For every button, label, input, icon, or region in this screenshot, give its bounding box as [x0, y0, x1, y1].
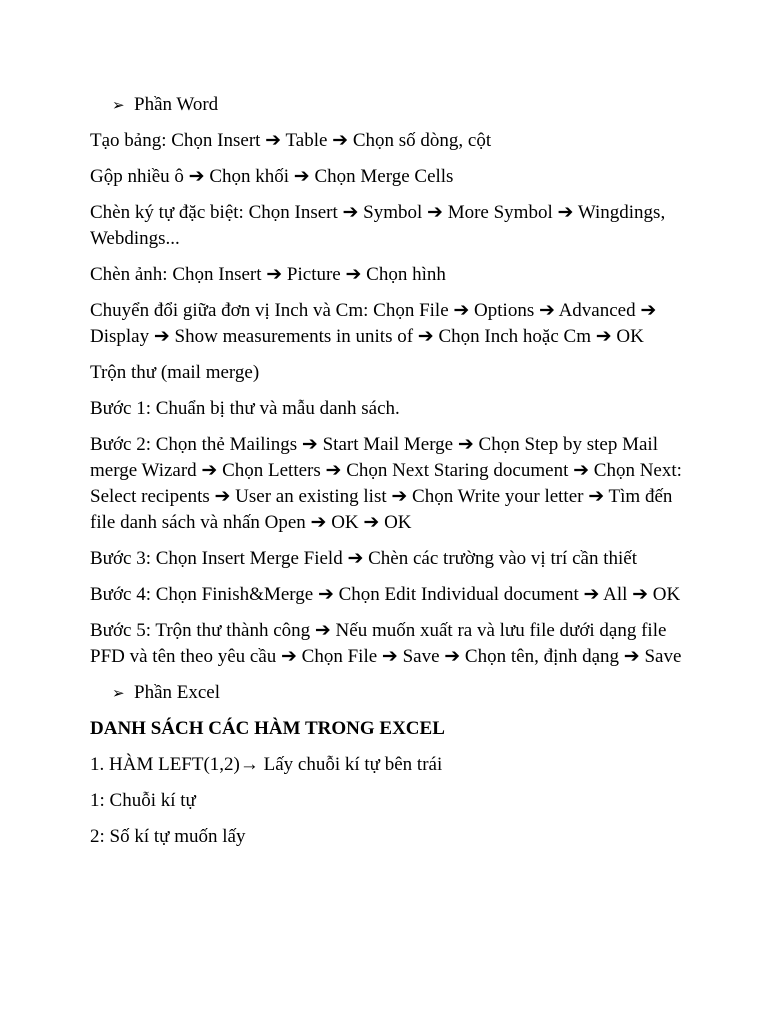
- arrow-bullet-icon: ➢: [112, 96, 125, 114]
- paragraph: 1. HÀM LEFT(1,2)→ Lấy chuỗi kí tự bên trái: [90, 754, 443, 775]
- paragraph: Bước 3: Chọn Insert Merge Field ➔ Chèn các trường vào vị trí cần thiết: [90, 548, 637, 569]
- paragraph: Chèn ký tự đặc biệt: Chọn Insert ➔ Symbol ➔ More Symbol ➔ Wingdings, Webdings...: [90, 202, 666, 249]
- paragraph: 2: Số kí tự muốn lấy: [90, 826, 246, 847]
- paragraph: Bước 5: Trộn thư thành công ➔ Nếu muốn xuất ra và lưu file dưới dạng file PFD và tên theo yêu cầu ➔ Chọn File ➔ Save ➔ Chọn tên, định dạng ➔ Save: [90, 620, 682, 667]
- paragraph: Chèn ảnh: Chọn Insert ➔ Picture ➔ Chọn hình: [90, 264, 446, 285]
- document-body: [90, 92, 682, 860]
- section-heading-text: Phần Word: [134, 94, 219, 115]
- section-heading-text: Phần Excel: [134, 682, 221, 703]
- paragraph: Tạo bảng: Chọn Insert ➔ Table ➔ Chọn số dòng, cột: [90, 130, 492, 151]
- section-heading-excel: [90, 680, 682, 706]
- paragraph: Bước 2: Chọn thẻ Mailings ➔ Start Mail Merge ➔ Chọn Step by step Mail merge Wizard ➔ Chọn Letters ➔ Chọn Next Staring document ➔ Chọn Next: Select recipents ➔ User an existing list ➔ Chọn Write your letter ➔ Tìm đến file danh sách và nhấn Open ➔ OK ➔ OK: [90, 434, 682, 533]
- paragraph: 1: Chuỗi kí tự: [90, 790, 196, 811]
- paragraph: Chuyển đổi giữa đơn vị Inch và Cm: Chọn File ➔ Options ➔ Advanced ➔ Display ➔ Show measurements in units of ➔ Chọn Inch hoặc Cm ➔ OK: [90, 300, 657, 347]
- section-heading-word: [90, 92, 682, 118]
- paragraph: Bước 1: Chuẩn bị thư và mẫu danh sách.: [90, 398, 400, 419]
- paragraph: Trộn thư (mail merge): [90, 362, 260, 383]
- excel-functions-heading: DANH SÁCH CÁC HÀM TRONG EXCEL: [90, 718, 445, 739]
- paragraph: Bước 4: Chọn Finish&Merge ➔ Chọn Edit Individual document ➔ All ➔ OK: [90, 584, 681, 605]
- paragraph: Gộp nhiều ô ➔ Chọn khối ➔ Chọn Merge Cells: [90, 166, 454, 187]
- arrow-bullet-icon: ➢: [112, 684, 125, 702]
